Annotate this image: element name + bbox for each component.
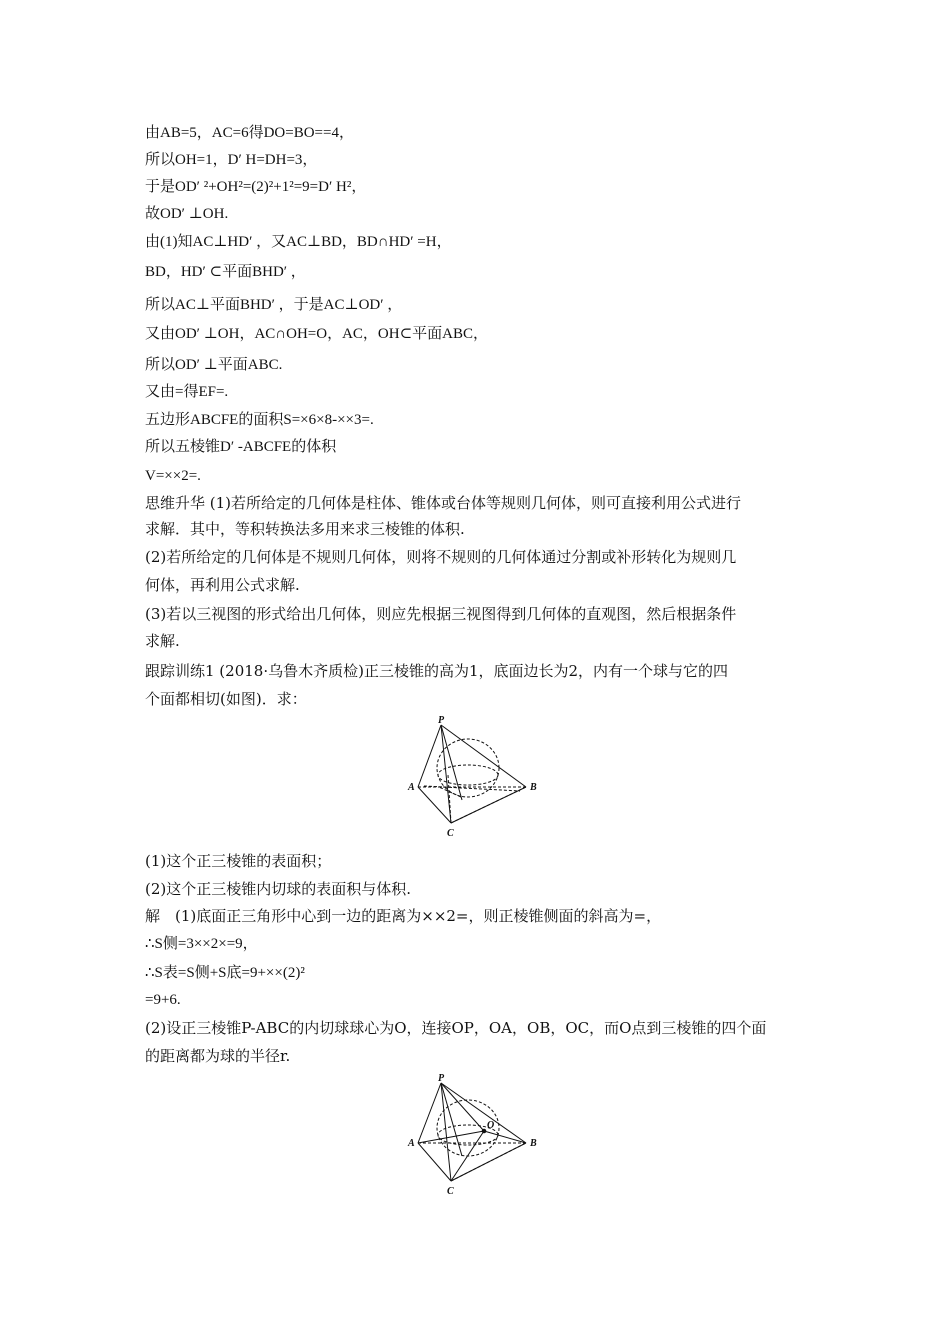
text-line: ∴S侧=3××2×=9， bbox=[145, 936, 258, 952]
vertex-label-c: C bbox=[447, 828, 454, 839]
text-line: 所以AC⊥平面BHD′ ，于是AC⊥OD′ ， bbox=[145, 297, 403, 313]
text-line: 的距离都为球的半径r. bbox=[145, 1047, 291, 1065]
text-line: 解 (1)底面正三角形中心到一边的距离为××2=，则正棱锥侧面的斜高为=， bbox=[145, 907, 662, 925]
text-line: 由(1)知AC⊥HD′ ，又AC⊥BD，BD∩HD′ =H， bbox=[145, 234, 452, 250]
tetrahedron-figure-1 bbox=[404, 715, 544, 840]
text-line: 又由=得EF=. bbox=[145, 384, 229, 400]
text-line: BD，HD′ ⊂平面BHD′ ， bbox=[145, 264, 306, 280]
text-line: 所以OH=1，D′ H=DH=3， bbox=[145, 152, 318, 168]
text-line: 又由OD′ ⊥OH，AC∩OH=O，AC，OH⊂平面ABC， bbox=[145, 326, 489, 342]
vertex-label-a: A bbox=[408, 782, 415, 793]
text-line: 何体，再利用公式求解. bbox=[145, 576, 300, 594]
text-line: (1)这个正三棱锥的表面积； bbox=[145, 852, 332, 870]
text-line: (2)这个正三棱锥内切球的表面积与体积. bbox=[145, 880, 412, 898]
text-line: 故OD′ ⊥OH. bbox=[145, 206, 229, 222]
vertex-label-a: A bbox=[408, 1138, 415, 1149]
text-line: 思维升华 (1)若所给定的几何体是柱体、锥体或台体等规则几何体，则可直接利用公式进行 bbox=[145, 494, 742, 512]
text-line: 跟踪训练1 (2018·乌鲁木齐质检)正三棱锥的高为1，底面边长为2，内有一个球与它的四 bbox=[145, 662, 729, 680]
tetrahedron-figure-2 bbox=[404, 1073, 544, 1198]
text-line: ∴S表=S侧+S底=9+××(2)² bbox=[145, 965, 305, 981]
text-line: 于是OD′ ²+OH²=(2)²+1²=9=D′ H²， bbox=[145, 179, 367, 195]
text-line: (3)若以三视图的形式给出几何体，则应先根据三视图得到几何体的直观图，然后根据条件 bbox=[145, 605, 737, 623]
vertex-label-b: B bbox=[530, 1138, 537, 1149]
vertex-label-p: P bbox=[438, 715, 445, 726]
center-label-o: O bbox=[487, 1120, 495, 1131]
text-line: 所以五棱锥D′ -ABCFE的体积 bbox=[145, 439, 337, 455]
text-line: (2)若所给定的几何体是不规则几何体，则将不规则的几何体通过分割或补形转化为规则几 bbox=[145, 548, 737, 566]
text-line: 求解. bbox=[145, 632, 180, 650]
text-line: 五边形ABCFE的面积S=×6×8-××3=. bbox=[145, 412, 374, 428]
text-line: 所以OD′ ⊥平面ABC. bbox=[145, 357, 283, 373]
vertex-label-p: P bbox=[438, 1073, 445, 1084]
text-line: 求解．其中，等积转换法多用来求三棱锥的体积. bbox=[145, 520, 465, 538]
text-line: V=××2=. bbox=[145, 468, 201, 484]
vertex-label-c: C bbox=[447, 1186, 454, 1197]
text-line: =9+6. bbox=[145, 992, 181, 1008]
text-line: 由AB=5，AC=6得DO=BO==4， bbox=[145, 125, 354, 141]
text-line: 个面都相切(如图)．求： bbox=[145, 690, 307, 708]
text-line: (2)设正三棱锥P-ABC的内切球球心为O，连接OP，OA，OB，OC，而O点到三棱锥的四个面 bbox=[145, 1019, 767, 1037]
vertex-label-b: B bbox=[530, 782, 537, 793]
